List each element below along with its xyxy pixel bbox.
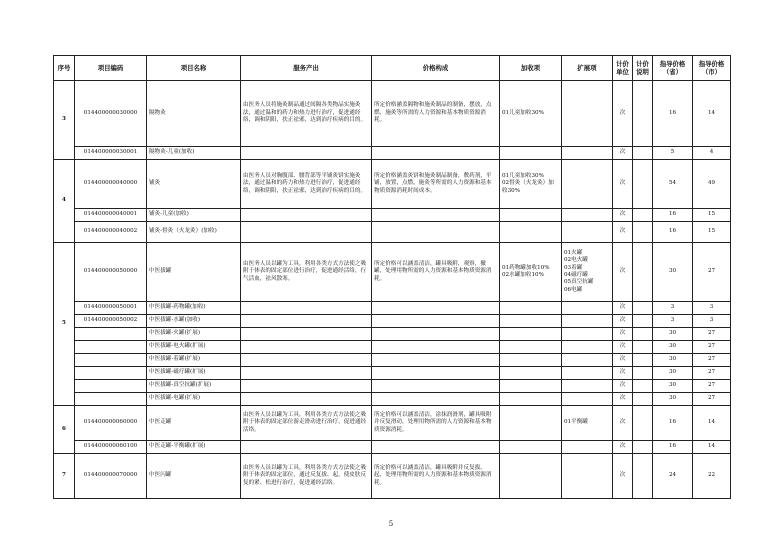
code-cell: 014400000040002 (75, 222, 147, 243)
name-cell: 隔物灸 (147, 81, 241, 147)
expand-cell (562, 315, 613, 328)
table-row (54, 393, 731, 406)
price-cell (372, 328, 500, 341)
unit-cell: 次 (613, 367, 633, 380)
price-cell: 所定价格涵盖隔物和施灸制品的制备，摆放，点燃，施灸等所需的人力资源和基本物质资源消耗。 (372, 81, 500, 147)
name-cell: 中医拔罐 (147, 243, 241, 302)
provincial-price-cell: 30 (653, 243, 693, 302)
unit-cell: 次 (613, 302, 633, 315)
provincial-price-cell: 30 (653, 354, 693, 367)
note-cell (633, 160, 653, 209)
code-cell: 014400000050000 (75, 243, 147, 302)
code-cell: 014400000060000 (75, 406, 147, 441)
header-city: 指导价格（市） (693, 56, 731, 81)
service-cell: 由医务人员以罐为工具，利用各类方式方法使之吸附于体表的固定部位，通过反复拔、起，使皮肤反复的紧、松进行治疗，促进通经活络。 (241, 454, 372, 499)
header-extra: 加收项 (500, 56, 562, 81)
expand-cell (562, 441, 613, 454)
table-row (54, 243, 731, 302)
service-cell (241, 222, 372, 243)
unit-cell: 次 (613, 393, 633, 406)
service-cell (241, 209, 372, 222)
expand-cell (562, 393, 613, 406)
table-row (54, 302, 731, 315)
note-cell (633, 354, 653, 367)
header-note: 计价说明 (633, 56, 653, 81)
code-cell: 014400000070000 (75, 454, 147, 499)
expand-cell (562, 367, 613, 380)
extra-cell (500, 367, 562, 380)
price-cell (372, 341, 500, 354)
extra-cell (500, 302, 562, 315)
extra-cell (500, 393, 562, 406)
name-cell: 中医闪罐 (147, 454, 241, 499)
service-cell (241, 147, 372, 160)
city-price-cell: 27 (693, 380, 731, 393)
code-cell (75, 341, 147, 354)
expand-cell (562, 160, 613, 209)
page-number: 5 (388, 520, 394, 528)
extra-cell (500, 441, 562, 454)
service-cell (241, 328, 372, 341)
code-cell: 014400000030000 (75, 81, 147, 147)
price-cell (372, 441, 500, 454)
extra-cell (500, 328, 562, 341)
table-row (54, 81, 731, 147)
table-row (54, 315, 731, 328)
code-cell: 014400000050002 (75, 315, 147, 328)
name-cell: 中医走罐-平衡罐(扩展) (147, 441, 241, 454)
city-price-cell: 22 (693, 454, 731, 499)
service-cell (241, 441, 372, 454)
header-unit: 计价单位 (613, 56, 633, 81)
unit-cell: 次 (613, 341, 633, 354)
table-row (54, 222, 731, 243)
service-cell: 由医务人员对胸腹部、腰背部等平铺灸饼实施灸法，通过温和的药力和热力进行治疗，促进通经络，调和阴阳，扶正祛邪，达到治疗疾病的目的。 (241, 160, 372, 209)
price-table (53, 55, 731, 499)
note-cell (633, 393, 653, 406)
code-cell: 014400000060100 (75, 441, 147, 454)
code-cell: 014400000040001 (75, 209, 147, 222)
name-cell: 隔物灸-儿童(加收) (147, 147, 241, 160)
code-cell: 014400000040000 (75, 160, 147, 209)
table-row (54, 380, 731, 393)
name-cell: 铺灸-儿童(加收) (147, 209, 241, 222)
unit-cell: 次 (613, 243, 633, 302)
expand-cell (562, 81, 613, 147)
name-cell: 中医拔罐-着罐(扩展) (147, 354, 241, 367)
note-cell (633, 222, 653, 243)
extra-cell (500, 354, 562, 367)
extra-cell: 01儿童加收30% (500, 81, 562, 147)
code-cell (75, 393, 147, 406)
provincial-price-cell: 5 (653, 147, 693, 160)
city-price-cell: 3 (693, 315, 731, 328)
price-cell (372, 209, 500, 222)
expand-cell (562, 354, 613, 367)
provincial-price-cell: 3 (653, 315, 693, 328)
price-cell (372, 354, 500, 367)
note-cell (633, 243, 653, 302)
extra-cell (500, 406, 562, 441)
price-cell: 所定价格可以涵盖清洁，罐具吸附，观察，撤罐，处理用物所需的人力资源和基本物质资源消耗。 (372, 243, 500, 302)
city-price-cell: 27 (693, 393, 731, 406)
note-cell (633, 315, 653, 328)
extra-cell (500, 209, 562, 222)
table-row (54, 160, 731, 209)
unit-cell: 次 (613, 209, 633, 222)
extra-cell (500, 315, 562, 328)
expand-cell: 01平衡罐 (562, 406, 613, 441)
city-price-cell: 4 (693, 147, 731, 160)
note-cell (633, 328, 653, 341)
expand-cell (562, 209, 613, 222)
city-price-cell: 15 (693, 222, 731, 243)
city-price-cell: 14 (693, 81, 731, 147)
city-price-cell: 27 (693, 354, 731, 367)
note-cell (633, 380, 653, 393)
header-row (54, 56, 731, 81)
expand-cell: 01火罐 02电火罐 03着罐 04磁疗罐 05真空抗罐 06电罐 (562, 243, 613, 302)
unit-cell: 次 (613, 160, 633, 209)
note-cell (633, 81, 653, 147)
price-cell: 所定价格可以涵盖清洁，罐具吸附并反复拔、起，处理用物所需的人力资源和基本物质资源消耗。 (372, 454, 500, 499)
provincial-price-cell: 3 (653, 302, 693, 315)
extra-cell (500, 341, 562, 354)
unit-cell: 次 (613, 354, 633, 367)
price-cell (372, 222, 500, 243)
table-row (54, 341, 731, 354)
price-cell: 所定价格涵盖灸饼和施灸制品制备，敷药剂，平铺，放置，点燃，施灸等所需的人力资源和基本物质资源消耗时间成本。 (372, 160, 500, 209)
city-price-cell: 14 (693, 406, 731, 441)
service-cell (241, 380, 372, 393)
extra-cell (500, 147, 562, 160)
header-name: 项目名称 (147, 56, 241, 81)
expand-cell (562, 222, 613, 243)
price-cell (372, 302, 500, 315)
header-code: 项目编码 (75, 56, 147, 81)
code-cell (75, 328, 147, 341)
seq-cell: 3 (54, 81, 75, 160)
provincial-price-cell: 16 (653, 81, 693, 147)
table-row (54, 367, 731, 380)
seq-cell: 5 (54, 243, 75, 406)
name-cell: 铺灸-督灸（火龙灸）(加收) (147, 222, 241, 243)
provincial-price-cell: 16 (653, 406, 693, 441)
unit-cell: 次 (613, 380, 633, 393)
price-cell (372, 147, 500, 160)
service-cell (241, 354, 372, 367)
expand-cell (562, 341, 613, 354)
note-cell (633, 209, 653, 222)
city-price-cell: 27 (693, 341, 731, 354)
note-cell (633, 147, 653, 160)
city-price-cell: 27 (693, 328, 731, 341)
city-price-cell: 27 (693, 367, 731, 380)
extra-cell: 01儿童加收30% 02督灸（火龙灸）加收30% (500, 160, 562, 209)
provincial-price-cell: 16 (653, 441, 693, 454)
code-cell (75, 354, 147, 367)
service-cell (241, 393, 372, 406)
expand-cell (562, 302, 613, 315)
service-cell: 由医务人员以罐为工具，利用各类方式方法使之吸附于体表的固定部位进行治疗，促进通经活络，行气活血，祛风散寒。 (241, 243, 372, 302)
code-cell (75, 380, 147, 393)
name-cell: 中医拔罐-水罐(加收) (147, 315, 241, 328)
expand-cell (562, 328, 613, 341)
table-row (54, 209, 731, 222)
seq-cell: 6 (54, 406, 75, 454)
provincial-price-cell: 16 (653, 222, 693, 243)
price-cell: 所定价格可以涵盖清洁，涂抹润滑剂，罐具吸附并反复滑动，处理用物所需的人力资源和基本物质资源消耗。 (372, 406, 500, 441)
header-seq: 序号 (54, 56, 75, 81)
provincial-price-cell: 30 (653, 393, 693, 406)
extra-cell (500, 380, 562, 393)
service-cell (241, 302, 372, 315)
name-cell: 中医拔罐-火罐(扩展) (147, 328, 241, 341)
name-cell: 中医拔罐-电火罐(扩展) (147, 341, 241, 354)
extra-cell: 01药物罐加收10% 02水罐加收10% (500, 243, 562, 302)
header-service: 服务产出 (241, 56, 372, 81)
expand-cell (562, 147, 613, 160)
unit-cell: 次 (613, 406, 633, 441)
unit-cell: 次 (613, 454, 633, 499)
unit-cell: 次 (613, 441, 633, 454)
unit-cell: 次 (613, 81, 633, 147)
table-row (54, 441, 731, 454)
table-row (54, 454, 731, 499)
provincial-price-cell: 16 (653, 209, 693, 222)
name-cell: 铺灸 (147, 160, 241, 209)
seq-cell: 4 (54, 160, 75, 243)
price-cell (372, 380, 500, 393)
seq-cell: 7 (54, 454, 75, 499)
provincial-price-cell: 24 (653, 454, 693, 499)
extra-cell (500, 222, 562, 243)
table-row (54, 328, 731, 341)
name-cell: 中医拔罐-药物罐(加收) (147, 302, 241, 315)
name-cell: 中医拔罐-磁疗罐(扩展) (147, 367, 241, 380)
price-cell (372, 393, 500, 406)
note-cell (633, 302, 653, 315)
name-cell: 中医拔罐-真空抗罐(扩展) (147, 380, 241, 393)
provincial-price-cell: 30 (653, 380, 693, 393)
provincial-price-cell: 30 (653, 328, 693, 341)
provincial-price-cell: 30 (653, 341, 693, 354)
city-price-cell: 15 (693, 209, 731, 222)
table-row (54, 406, 731, 441)
code-cell: 014400000050001 (75, 302, 147, 315)
note-cell (633, 454, 653, 499)
service-cell: 由医务人员以罐为工具，利用各类方式方法使之吸附于体表的固定部位游走滑动进行治疗，促进通经活络。 (241, 406, 372, 441)
price-cell (372, 315, 500, 328)
unit-cell: 次 (613, 315, 633, 328)
name-cell: 中医走罐 (147, 406, 241, 441)
unit-cell: 次 (613, 147, 633, 160)
city-price-cell: 27 (693, 243, 731, 302)
expand-cell (562, 454, 613, 499)
note-cell (633, 406, 653, 441)
name-cell: 中医拔罐-电罐(扩展) (147, 393, 241, 406)
city-price-cell: 3 (693, 302, 731, 315)
expand-cell (562, 380, 613, 393)
city-price-cell: 14 (693, 441, 731, 454)
code-cell: 014400000030001 (75, 147, 147, 160)
note-cell (633, 341, 653, 354)
unit-cell: 次 (613, 328, 633, 341)
provincial-price-cell: 30 (653, 367, 693, 380)
table-row (54, 354, 731, 367)
service-cell (241, 367, 372, 380)
note-cell (633, 441, 653, 454)
header-price: 价格构成 (372, 56, 500, 81)
extra-cell (500, 454, 562, 499)
city-price-cell: 49 (693, 160, 731, 209)
table-row (54, 147, 731, 160)
service-cell (241, 315, 372, 328)
note-cell (633, 367, 653, 380)
code-cell (75, 367, 147, 380)
provincial-price-cell: 54 (653, 160, 693, 209)
price-cell (372, 367, 500, 380)
header-provincial: 指导价格（省） (653, 56, 693, 81)
service-cell (241, 341, 372, 354)
service-cell: 由医务人员将施灸制品通过间隔各类物品实施灸法，通过温和的药力和热力进行治疗，促进通经络，调和阴阳，扶正祛邪，达到治疗疾病的目的。 (241, 81, 372, 147)
header-expand: 扩展项 (562, 56, 613, 81)
unit-cell: 次 (613, 222, 633, 243)
